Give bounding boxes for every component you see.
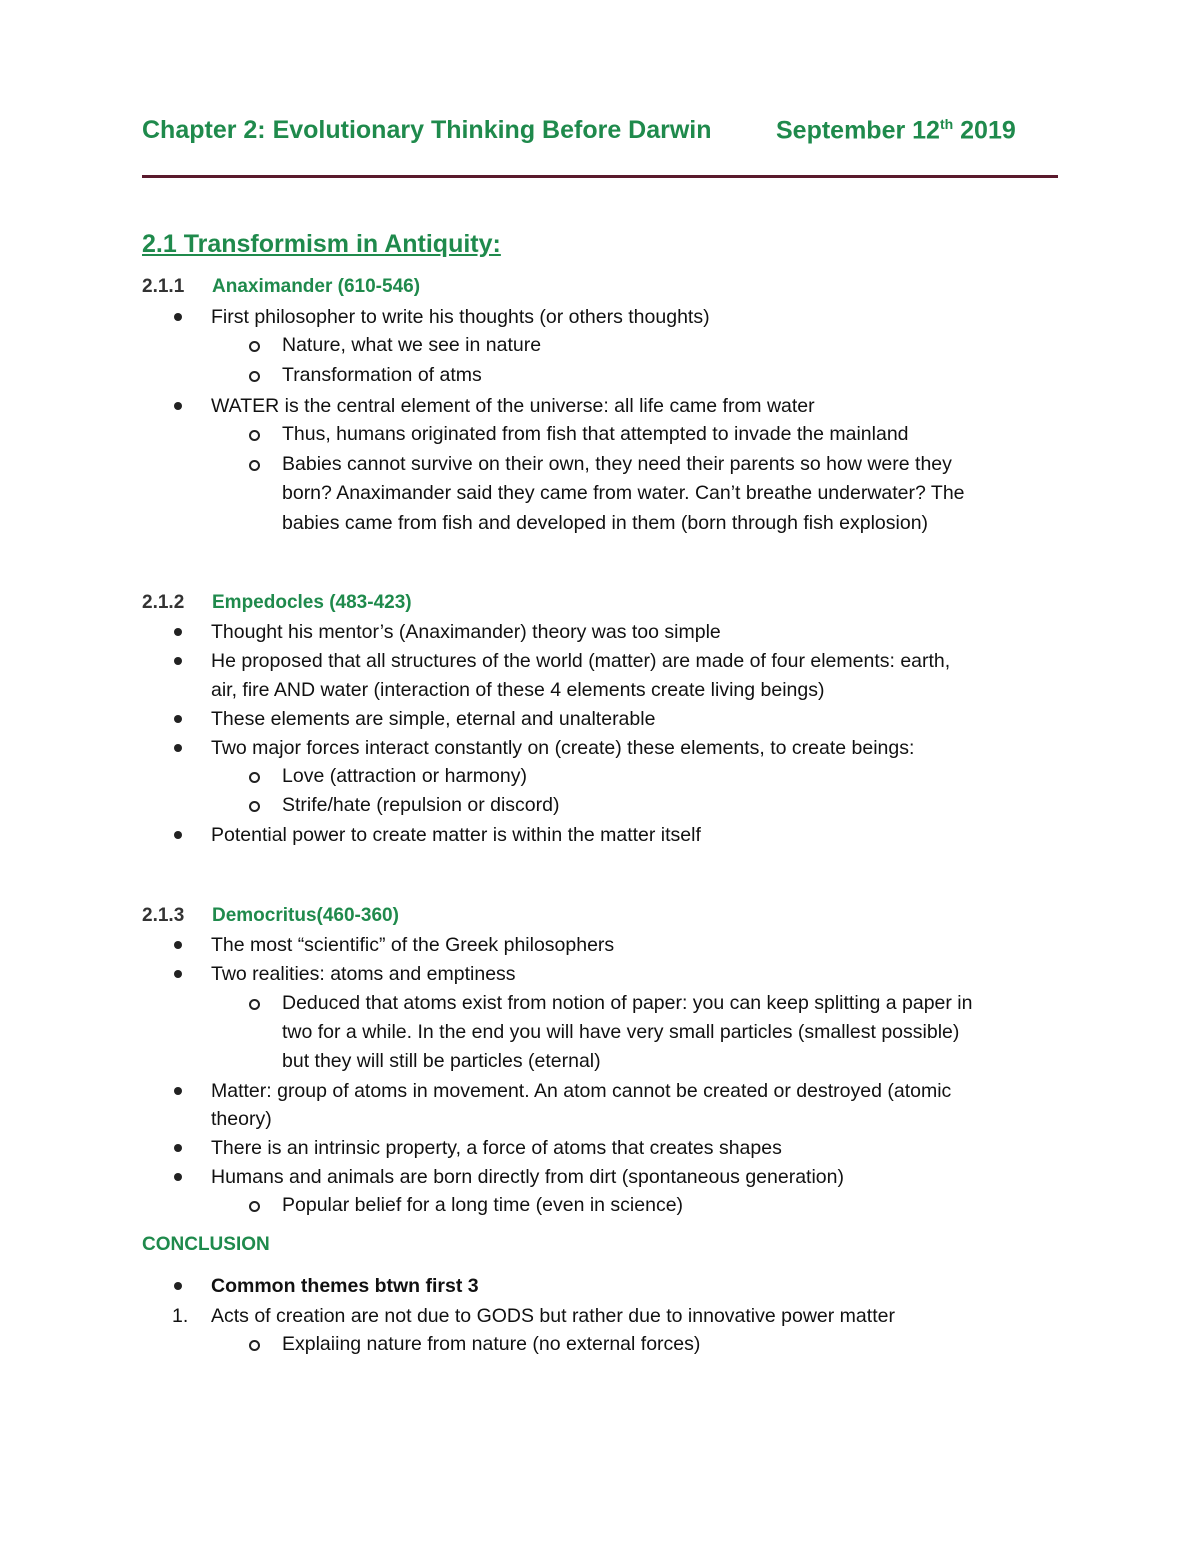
circle-bullet-icon <box>249 460 260 471</box>
bullet-icon <box>174 1144 182 1152</box>
bullet-icon <box>174 628 182 636</box>
list-item: The most “scientific” of the Greek philosophers <box>211 934 615 956</box>
list-item-continued: theory) <box>211 1108 272 1130</box>
list-item: There is an intrinsic property, a force of atoms that creates shapes <box>211 1137 782 1159</box>
circle-bullet-icon <box>249 772 260 783</box>
list-item: Transformation of atms <box>282 364 482 386</box>
list-item-continued: two for a while. In the end you will have very small particles (smallest possible) <box>282 1021 960 1043</box>
list-item: Potential power to create matter is within the matter itself <box>211 824 701 846</box>
list-item-continued: air, fire AND water (interaction of these 4 elements create living beings) <box>211 679 825 701</box>
bullet-icon <box>174 715 182 723</box>
circle-bullet-icon <box>249 1201 260 1212</box>
circle-bullet-icon <box>249 801 260 812</box>
list-item: Popular belief for a long time (even in science) <box>282 1194 684 1216</box>
circle-bullet-icon <box>249 371 260 382</box>
list-item: Matter: group of atoms in movement. An atom cannot be created or destroyed (atomic <box>211 1080 952 1102</box>
bullet-icon <box>174 313 182 321</box>
bullet-icon <box>174 744 182 752</box>
bullet-icon <box>174 1282 182 1290</box>
list-item-continued: babies came from fish and developed in them (born through fish explosion) <box>282 512 929 534</box>
bullet-icon <box>174 970 182 978</box>
list-item: Nature, what we see in nature <box>282 334 542 356</box>
bullet-icon <box>174 831 182 839</box>
list-item-continued: but they will still be particles (eternal) <box>282 1050 601 1072</box>
list-item: Two major forces interact constantly on (create) these elements, to create beings: <box>211 737 915 759</box>
number-label: 1. <box>172 1305 189 1327</box>
list-item: Thought his mentor’s (Anaximander) theory was too simple <box>211 621 721 643</box>
subsection-name: Anaximander (610-546) <box>212 276 421 297</box>
circle-bullet-icon <box>249 999 260 1010</box>
bullet-icon <box>174 1173 182 1181</box>
bullet-icon <box>174 941 182 949</box>
subsection-number: 2.1.3 <box>142 905 185 926</box>
list-item: Two realities: atoms and emptiness <box>211 963 516 985</box>
list-item: Humans and animals are born directly from dirt (spontaneous generation) <box>211 1166 844 1188</box>
list-item: Explaiing nature from nature (no external forces) <box>282 1333 701 1355</box>
list-item: These elements are simple, eternal and unalterable <box>211 708 656 730</box>
list-item: WATER is the central element of the universe: all life came from water <box>211 395 815 417</box>
chapter-title: Chapter 2: Evolutionary Thinking Before Darwin <box>142 116 712 144</box>
page-header <box>142 116 1042 156</box>
conclusion-heading: CONCLUSION <box>142 1234 270 1255</box>
circle-bullet-icon <box>249 430 260 441</box>
list-item: Common themes btwn first 3 <box>211 1275 479 1297</box>
bullet-icon <box>174 402 182 410</box>
date-suffix: th <box>939 116 954 132</box>
date-year: 2019 <box>953 116 1016 145</box>
circle-bullet-icon <box>249 341 260 352</box>
date-prefix: September 12 <box>776 116 940 145</box>
subsection-name: Empedocles (483-423) <box>212 592 412 613</box>
list-item: He proposed that all structures of the world (matter) are made of four elements: earth, <box>211 650 951 672</box>
header-date <box>776 116 1016 145</box>
list-item: First philosopher to write his thoughts (or others thoughts) <box>211 306 710 328</box>
subsection-name: Democritus(460-360) <box>212 905 399 926</box>
bullet-icon <box>174 1087 182 1095</box>
list-item: Thus, humans originated from fish that attempted to invade the mainland <box>282 423 909 445</box>
bullet-icon <box>174 657 182 665</box>
list-item: Deduced that atoms exist from notion of paper: you can keep splitting a paper in <box>282 992 973 1014</box>
list-item: Babies cannot survive on their own, they need their parents so how were they <box>282 453 952 475</box>
list-item-continued: born? Anaximander said they came from water. Can’t breathe underwater? The <box>282 482 965 504</box>
circle-bullet-icon <box>249 1340 260 1351</box>
list-item: Love (attraction or harmony) <box>282 765 527 787</box>
subsection-number: 2.1.2 <box>142 592 185 613</box>
list-item: Acts of creation are not due to GODS but rather due to innovative power matter <box>211 1305 895 1327</box>
subsection-number: 2.1.1 <box>142 276 185 297</box>
list-item: Strife/hate (repulsion or discord) <box>282 794 560 816</box>
header-divider <box>142 175 1058 178</box>
section-title: 2.1 Transformism in Antiquity: <box>142 230 501 258</box>
